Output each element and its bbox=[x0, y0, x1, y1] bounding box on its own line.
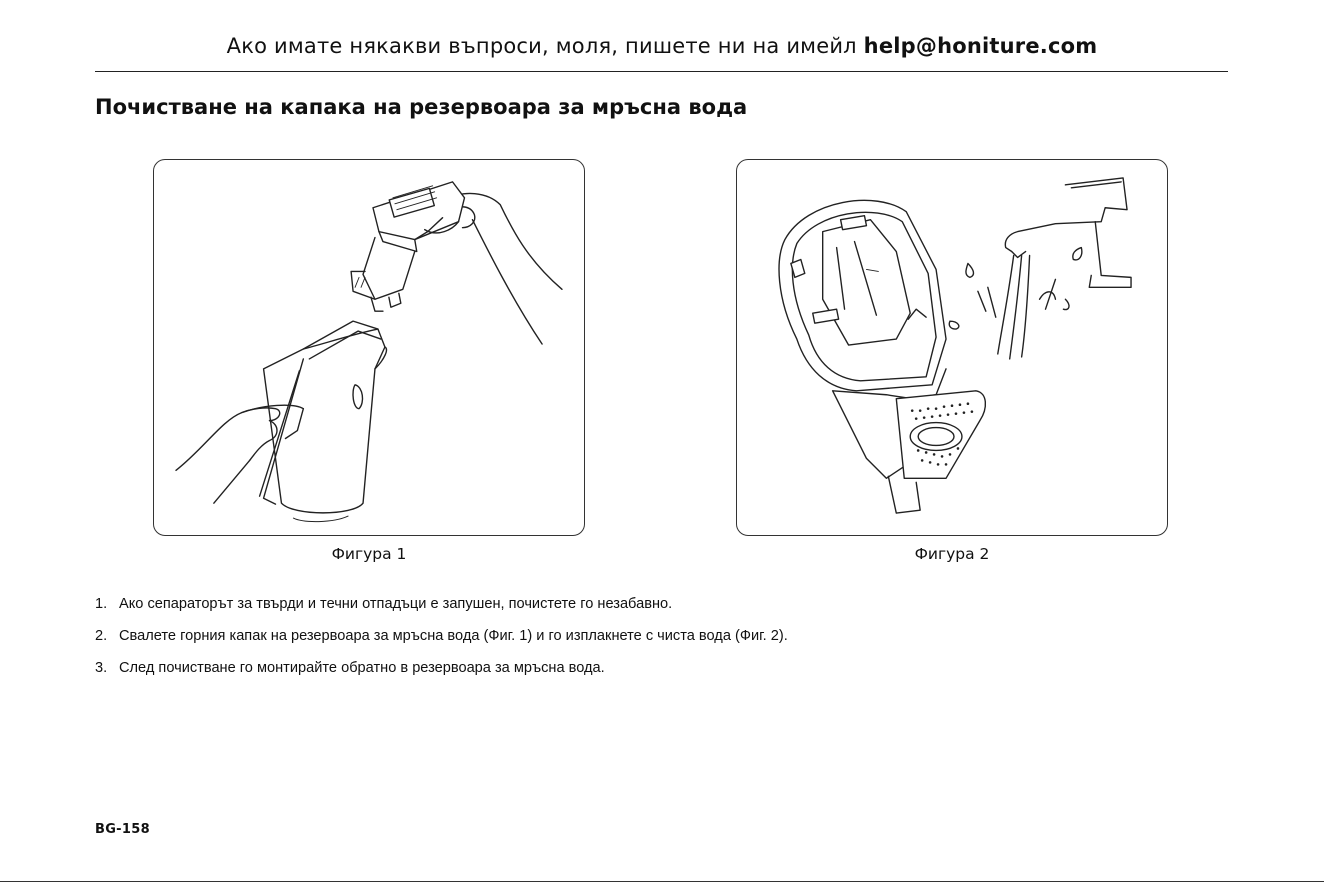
page-number: BG-158 bbox=[95, 822, 150, 837]
contact-email[interactable]: help@honiture.com bbox=[863, 34, 1098, 58]
figure-2-illustration bbox=[736, 159, 1168, 536]
list-item bbox=[95, 626, 788, 658]
section-title: Почистване на капака на резервоара за мръсна вода bbox=[95, 95, 748, 119]
header-divider bbox=[95, 71, 1228, 72]
instruction-steps bbox=[95, 594, 788, 690]
contact-text: Ако имате някакви въпроси, моля, пишете ни на имейл bbox=[226, 34, 864, 58]
footer-divider bbox=[0, 881, 1324, 882]
step-text: След почистване го монтирайте обратно в резервоара за мръсна вода. bbox=[119, 660, 605, 676]
step-text: Ако сепараторът за твърди и течни отпадъци е запушен, почистете го незабавно. bbox=[119, 596, 673, 612]
list-item bbox=[95, 594, 788, 626]
list-item bbox=[95, 658, 788, 690]
step-number: 2. bbox=[95, 628, 108, 644]
step-number: 1. bbox=[95, 596, 108, 612]
step-number: 3. bbox=[95, 660, 108, 676]
figure-1-caption: Фигура 1 bbox=[331, 545, 407, 563]
step-text: Свалете горния капак на резервоара за мръсна вода (Фиг. 1) и го изплакнете с чиста вода (Фиг. 2). bbox=[119, 628, 788, 644]
figure-2-caption: Фигура 2 bbox=[914, 545, 990, 563]
contact-header bbox=[0, 34, 1324, 58]
figure-1-illustration bbox=[153, 159, 585, 536]
